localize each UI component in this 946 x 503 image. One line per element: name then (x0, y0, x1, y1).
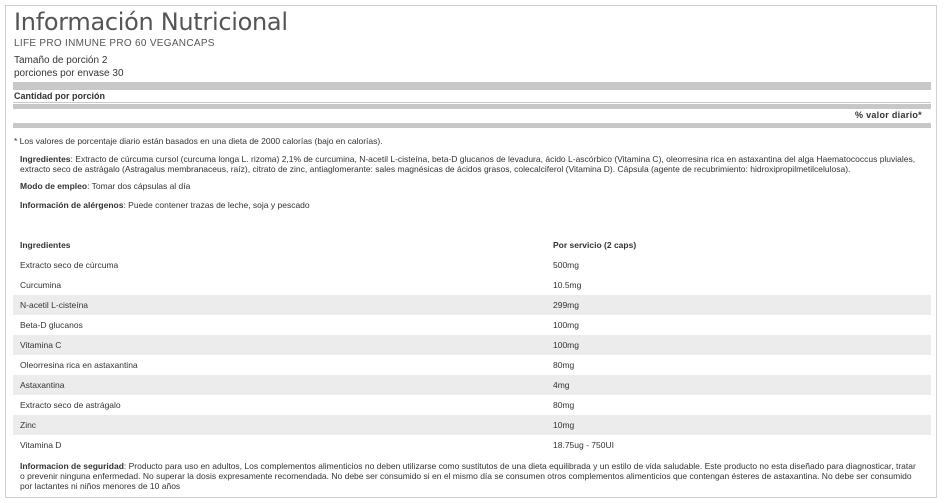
ingredient-cell: Curcumina (20, 280, 62, 290)
amount-cell: 500mg (553, 260, 579, 270)
allergens-text: : Puede contener trazas de leche, soja y pescado (123, 200, 310, 210)
safety-label: Informacion de seguridad (20, 461, 124, 471)
daily-value-footnote: * Los valores de porcentaje diario están basados en una dieta de 2000 calorías (bajo en calorías). (14, 136, 383, 146)
amount-per-serving-label: Cantidad por porción (14, 91, 105, 101)
nutrition-table (13, 235, 931, 455)
amount-cell: 80mg (553, 400, 575, 410)
table-row (13, 295, 931, 315)
page-title: Información Nutricional (14, 8, 288, 36)
safety-text: : Producto para uso en adultos, Los complementos alimenticios no deben utilizarse como sustitutos de una dieta equilibrada y un estilo de vida saludable. Este producto no esta diseñado para diagnosticar, tratar o prevenir ninguna enfermedad. No superar la dosis expresamente recomendada. No debe ser consumido si en el mismo día se consumen otros complementos alimenticios que contengan ésteres de astaxantina. No debe ser consumido por lactantes ni niños menores de 10 años (20, 461, 916, 491)
ingredient-cell: Extracto seco de astrágalo (20, 400, 121, 410)
serving-size: Tamaño de porción 2 (14, 55, 108, 66)
usage-text: : Tomar dos cápsulas al día (87, 181, 191, 191)
table-row (13, 375, 931, 395)
nutrition-panel (5, 5, 937, 498)
amount-cell: 80mg (553, 360, 575, 370)
table-row (13, 255, 931, 275)
ingredient-cell: Vitamina C (13, 335, 546, 355)
servings-per-container: porciones por envase 30 (14, 68, 124, 79)
ingredient-cell: Vitamina D (20, 440, 62, 450)
divider-line (13, 102, 931, 103)
ingredient-cell: Oleorresina rica en astaxantina (20, 360, 138, 370)
ingredient-cell: Beta-D glucanos (20, 320, 83, 330)
table-row (13, 395, 931, 415)
allergens-paragraph (20, 200, 920, 210)
amount-cell: 100mg (553, 320, 579, 330)
ingredient-cell: Extracto seco de cúrcuma (20, 260, 119, 270)
divider-bar (13, 104, 931, 109)
ingredients-text: : Extracto de cúrcuma cursol (curcuma longa L. rizoma) 2,1% de curcumina, N-acetil L-cisteína, beta-D glucanos de levadura, ácido L-ascórbico (Vitamina C), oleorresina rica en astaxantina del alga Haematococcus pluviales, extracto seco de astrágalo (Astragalus membranaceus, raíz), citrato de zinc, antiaglomerante: sales magnésicas de ácidos grasos, colecalciferol (Vitamina D). Cápsula (agente de recubrimiento: hidroxipropilmetilcelulosa). (20, 154, 916, 174)
ingredients-label: Ingredientes (20, 154, 71, 164)
amount-cell: 100mg (546, 335, 931, 355)
amount-cell: 10.5mg (553, 280, 582, 290)
divider-bar (13, 82, 931, 90)
usage-label: Modo de empleo (20, 181, 88, 191)
divider-bar (13, 123, 931, 128)
usage-paragraph (20, 181, 920, 191)
table-row (13, 435, 931, 455)
ingredient-cell: Zinc (13, 415, 546, 435)
amount-cell: 18.75ug - 750UI (553, 440, 614, 450)
column-header-per-serving: Por servicio (2 caps) (553, 240, 637, 250)
safety-paragraph (20, 461, 920, 491)
amount-cell: 4mg (546, 375, 931, 395)
table-row (13, 355, 931, 375)
table-row (13, 315, 931, 335)
allergens-label: Información de alérgenos (20, 200, 124, 210)
column-header-ingredient: Ingredientes (20, 240, 71, 250)
table-row (13, 415, 931, 435)
ingredients-paragraph (20, 154, 920, 174)
ingredient-cell: N-acetil L-cisteína (13, 295, 546, 315)
daily-value-label: % valor diario* (854, 110, 922, 120)
ingredient-cell: Astaxantina (13, 375, 546, 395)
table-row (13, 275, 931, 295)
amount-cell: 299mg (546, 295, 931, 315)
amount-cell: 10mg (546, 415, 931, 435)
table-row (13, 335, 931, 355)
table-header-row (13, 235, 931, 255)
product-name: LIFE PRO INMUNE PRO 60 VEGANCAPS (14, 38, 215, 49)
